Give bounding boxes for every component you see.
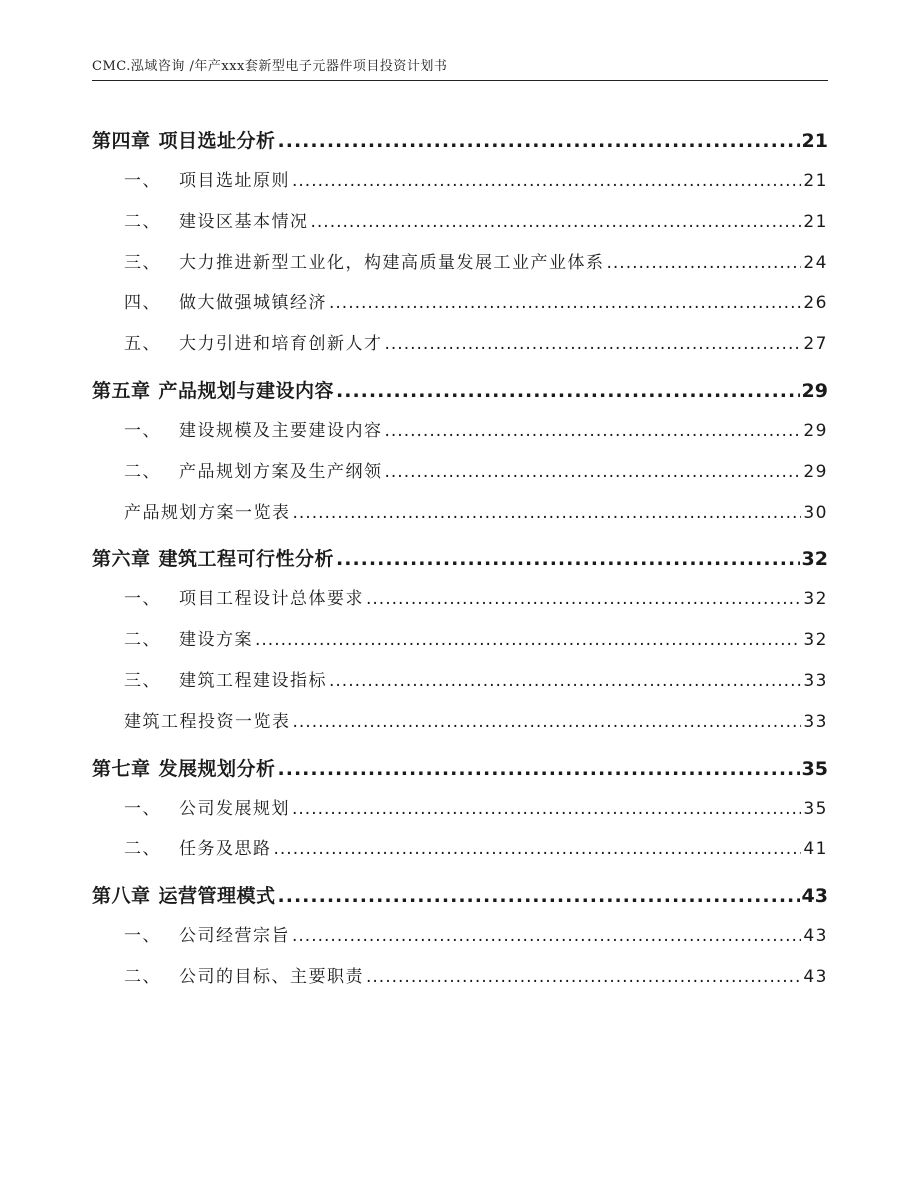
dot-leader: [607, 243, 802, 284]
toc-section-entry[interactable]: [92, 789, 828, 830]
toc-section-entry[interactable]: [92, 324, 828, 365]
section-title: 建筑工程建设指标: [179, 670, 327, 691]
toc-chapter-entry[interactable]: [92, 749, 828, 789]
section-title: 任务及思路: [179, 839, 272, 860]
dot-leader: [329, 283, 801, 324]
dot-leader: [385, 324, 802, 365]
section-number: 二、: [124, 211, 161, 232]
dot-leader: [255, 620, 801, 661]
section-title: 建设规模及主要建设内容: [179, 420, 383, 441]
dot-leader: [336, 371, 800, 411]
page-number: 21: [803, 211, 828, 232]
dot-leader: [366, 957, 801, 998]
dot-leader: [385, 452, 802, 493]
toc-chapter-8: [92, 876, 828, 998]
toc-section-entry[interactable]: [92, 202, 828, 243]
toc-chapter-7: [92, 749, 828, 871]
section-title: 建设方案: [179, 630, 253, 651]
section-number: 二、: [124, 630, 161, 651]
page-number: 32: [803, 630, 828, 651]
dot-leader: [366, 579, 801, 620]
section-title: 大力推进新型工业化，构建高质量发展工业产业体系: [179, 252, 605, 273]
dot-leader: [292, 161, 801, 202]
page-number: 35: [801, 757, 828, 780]
toc-section-entry[interactable]: [92, 283, 828, 324]
running-header: CMC.泓域咨询 /年产xxx套新型电子元器件项目投资计划书: [92, 55, 828, 81]
section-number: 三、: [124, 670, 161, 691]
section-title: 项目工程设计总体要求: [179, 589, 364, 610]
page-number: 29: [803, 420, 828, 441]
dot-leader: [385, 411, 802, 452]
chapter-number: 第七章: [92, 757, 151, 780]
dot-leader: [292, 916, 801, 957]
section-title: 公司的目标、主要职责: [179, 966, 364, 987]
dot-leader: [292, 789, 801, 830]
toc-section-entry[interactable]: [92, 161, 828, 202]
toc-table-entry[interactable]: [92, 702, 828, 743]
toc-section-entry[interactable]: [92, 243, 828, 284]
toc-section-entry[interactable]: [92, 620, 828, 661]
chapter-number: 第六章: [92, 548, 151, 571]
page-number: 32: [803, 589, 828, 610]
page-number: 29: [803, 461, 828, 482]
page-number: 27: [803, 334, 828, 355]
toc-section-entry[interactable]: [92, 411, 828, 452]
dot-leader: [274, 829, 802, 870]
toc-section-entry[interactable]: [92, 916, 828, 957]
page-number: 29: [801, 379, 828, 402]
dot-leader: [336, 539, 800, 579]
page-number: 43: [803, 926, 828, 947]
chapter-number: 第八章: [92, 885, 151, 908]
dot-leader: [278, 121, 800, 161]
section-title: 公司发展规划: [179, 798, 290, 819]
page-number: 41: [803, 839, 828, 860]
page-number: 33: [803, 670, 828, 691]
toc-chapter-entry[interactable]: [92, 539, 828, 579]
dot-leader: [329, 661, 801, 702]
toc-chapter-5: [92, 371, 828, 533]
page-number: 35: [803, 798, 828, 819]
page-number: 30: [803, 502, 828, 523]
section-number: 一、: [124, 589, 161, 610]
page-number: 21: [803, 171, 828, 191]
toc-chapter-6: [92, 539, 828, 742]
chapter-number: 第四章: [92, 130, 151, 152]
toc-chapter-entry[interactable]: [92, 371, 828, 411]
toc-section-entry[interactable]: [92, 957, 828, 998]
chapter-title: 发展规划分析: [158, 757, 276, 780]
page-number: 43: [803, 966, 828, 987]
section-number: 一、: [124, 420, 161, 441]
chapter-number: 第五章: [92, 379, 151, 402]
toc-chapter-entry[interactable]: [92, 876, 828, 916]
table-title: 建筑工程投资一览表: [124, 711, 291, 732]
toc-section-entry[interactable]: [92, 579, 828, 620]
section-number: 二、: [124, 461, 161, 482]
chapter-title: 建筑工程可行性分析: [158, 548, 335, 571]
dot-leader: [311, 202, 802, 243]
section-number: 一、: [124, 171, 161, 191]
chapter-title: 运营管理模式: [158, 885, 276, 908]
dot-leader: [293, 493, 802, 534]
section-title: 项目选址原则: [179, 171, 290, 191]
page-number: 26: [803, 293, 828, 314]
dot-leader: [293, 702, 802, 743]
section-number: 二、: [124, 966, 161, 987]
dot-leader: [278, 876, 800, 916]
toc-chapter-entry[interactable]: [92, 121, 828, 161]
toc-section-entry[interactable]: [92, 829, 828, 870]
page-number: 43: [801, 885, 828, 908]
section-number: 二、: [124, 839, 161, 860]
toc-section-entry[interactable]: [92, 452, 828, 493]
section-title: 做大做强城镇经济: [179, 293, 327, 314]
section-number: 四、: [124, 293, 161, 314]
toc-table-entry[interactable]: [92, 493, 828, 534]
section-title: 建设区基本情况: [179, 211, 309, 232]
page-number: 32: [801, 548, 828, 571]
toc-section-entry[interactable]: [92, 661, 828, 702]
page-number: 33: [803, 711, 828, 732]
chapter-title: 产品规划与建设内容: [158, 379, 335, 402]
section-title: 产品规划方案及生产纲领: [179, 461, 383, 482]
section-title: 大力引进和培育创新人才: [179, 334, 383, 355]
section-title: 公司经营宗旨: [179, 926, 290, 947]
section-number: 一、: [124, 798, 161, 819]
section-number: 一、: [124, 926, 161, 947]
table-title: 产品规划方案一览表: [124, 502, 291, 523]
toc-chapter-4: [92, 121, 828, 365]
section-number: 三、: [124, 252, 161, 273]
chapter-title: 项目选址分析: [158, 130, 276, 152]
table-of-contents: [92, 118, 828, 1004]
dot-leader: [278, 749, 800, 789]
section-number: 五、: [124, 334, 161, 355]
page-number: 24: [803, 252, 828, 273]
page-number: 21: [801, 130, 828, 152]
